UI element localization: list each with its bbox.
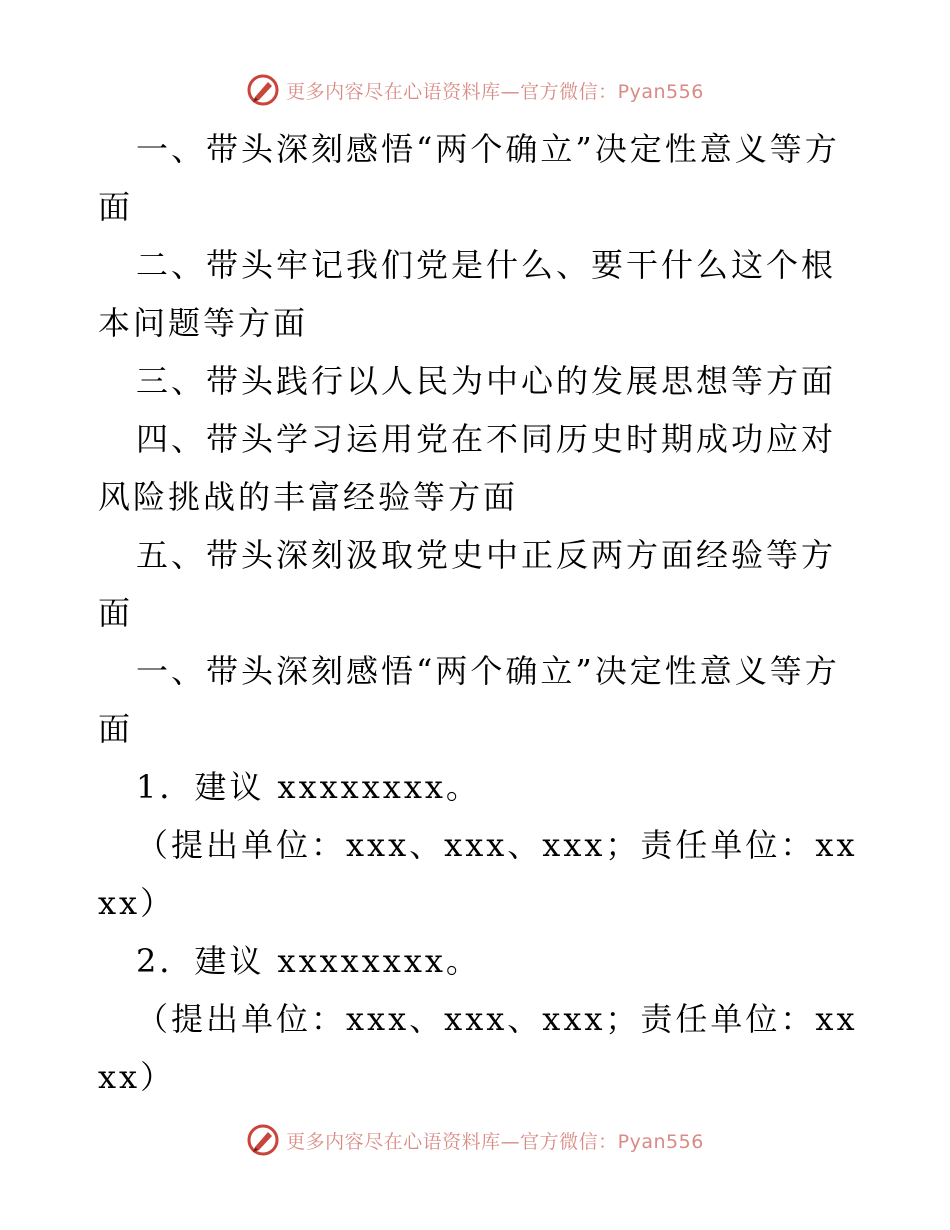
header-watermark: [0, 70, 950, 110]
heading-3: 三、带头践行以人民为中心的发展思想等方面: [136, 362, 837, 400]
section-heading-1: 一、带头深刻感悟“两个确立”决定性意义等方面: [98, 652, 840, 748]
watermark-text: 更多内容尽在心语资料库—官方微信：Pyan556: [286, 80, 704, 103]
suggestion-2: 2．建议 xxxxxxxx。: [136, 942, 481, 980]
heading-4: 四、带头学习运用党在不同历史时期成功应对风险挑战的丰富经验等方面: [98, 420, 837, 516]
watermark-text: 更多内容尽在心语资料库—官方微信：Pyan556: [286, 1130, 704, 1153]
suggestion-1: 1．建议 xxxxxxxx。: [136, 768, 481, 806]
heading-5: 五、带头深刻汲取党史中正反两方面经验等方面: [98, 536, 837, 632]
suggestion-2-units: （提出单位：xxx、xxx、xxx；责任单位：xxxx）: [98, 1000, 858, 1096]
pen-seal-icon: [246, 1123, 280, 1157]
heading-1: 一、带头深刻感悟“两个确立”决定性意义等方面: [98, 130, 840, 226]
heading-2: 二、带头牢记我们党是什么、要干什么这个根本问题等方面: [98, 246, 837, 342]
suggestion-1-units: （提出单位：xxx、xxx、xxx；责任单位：xxxx）: [98, 826, 858, 922]
document-body: [98, 120, 858, 1106]
footer-watermark: [0, 1120, 950, 1160]
pen-seal-icon: [246, 73, 280, 107]
